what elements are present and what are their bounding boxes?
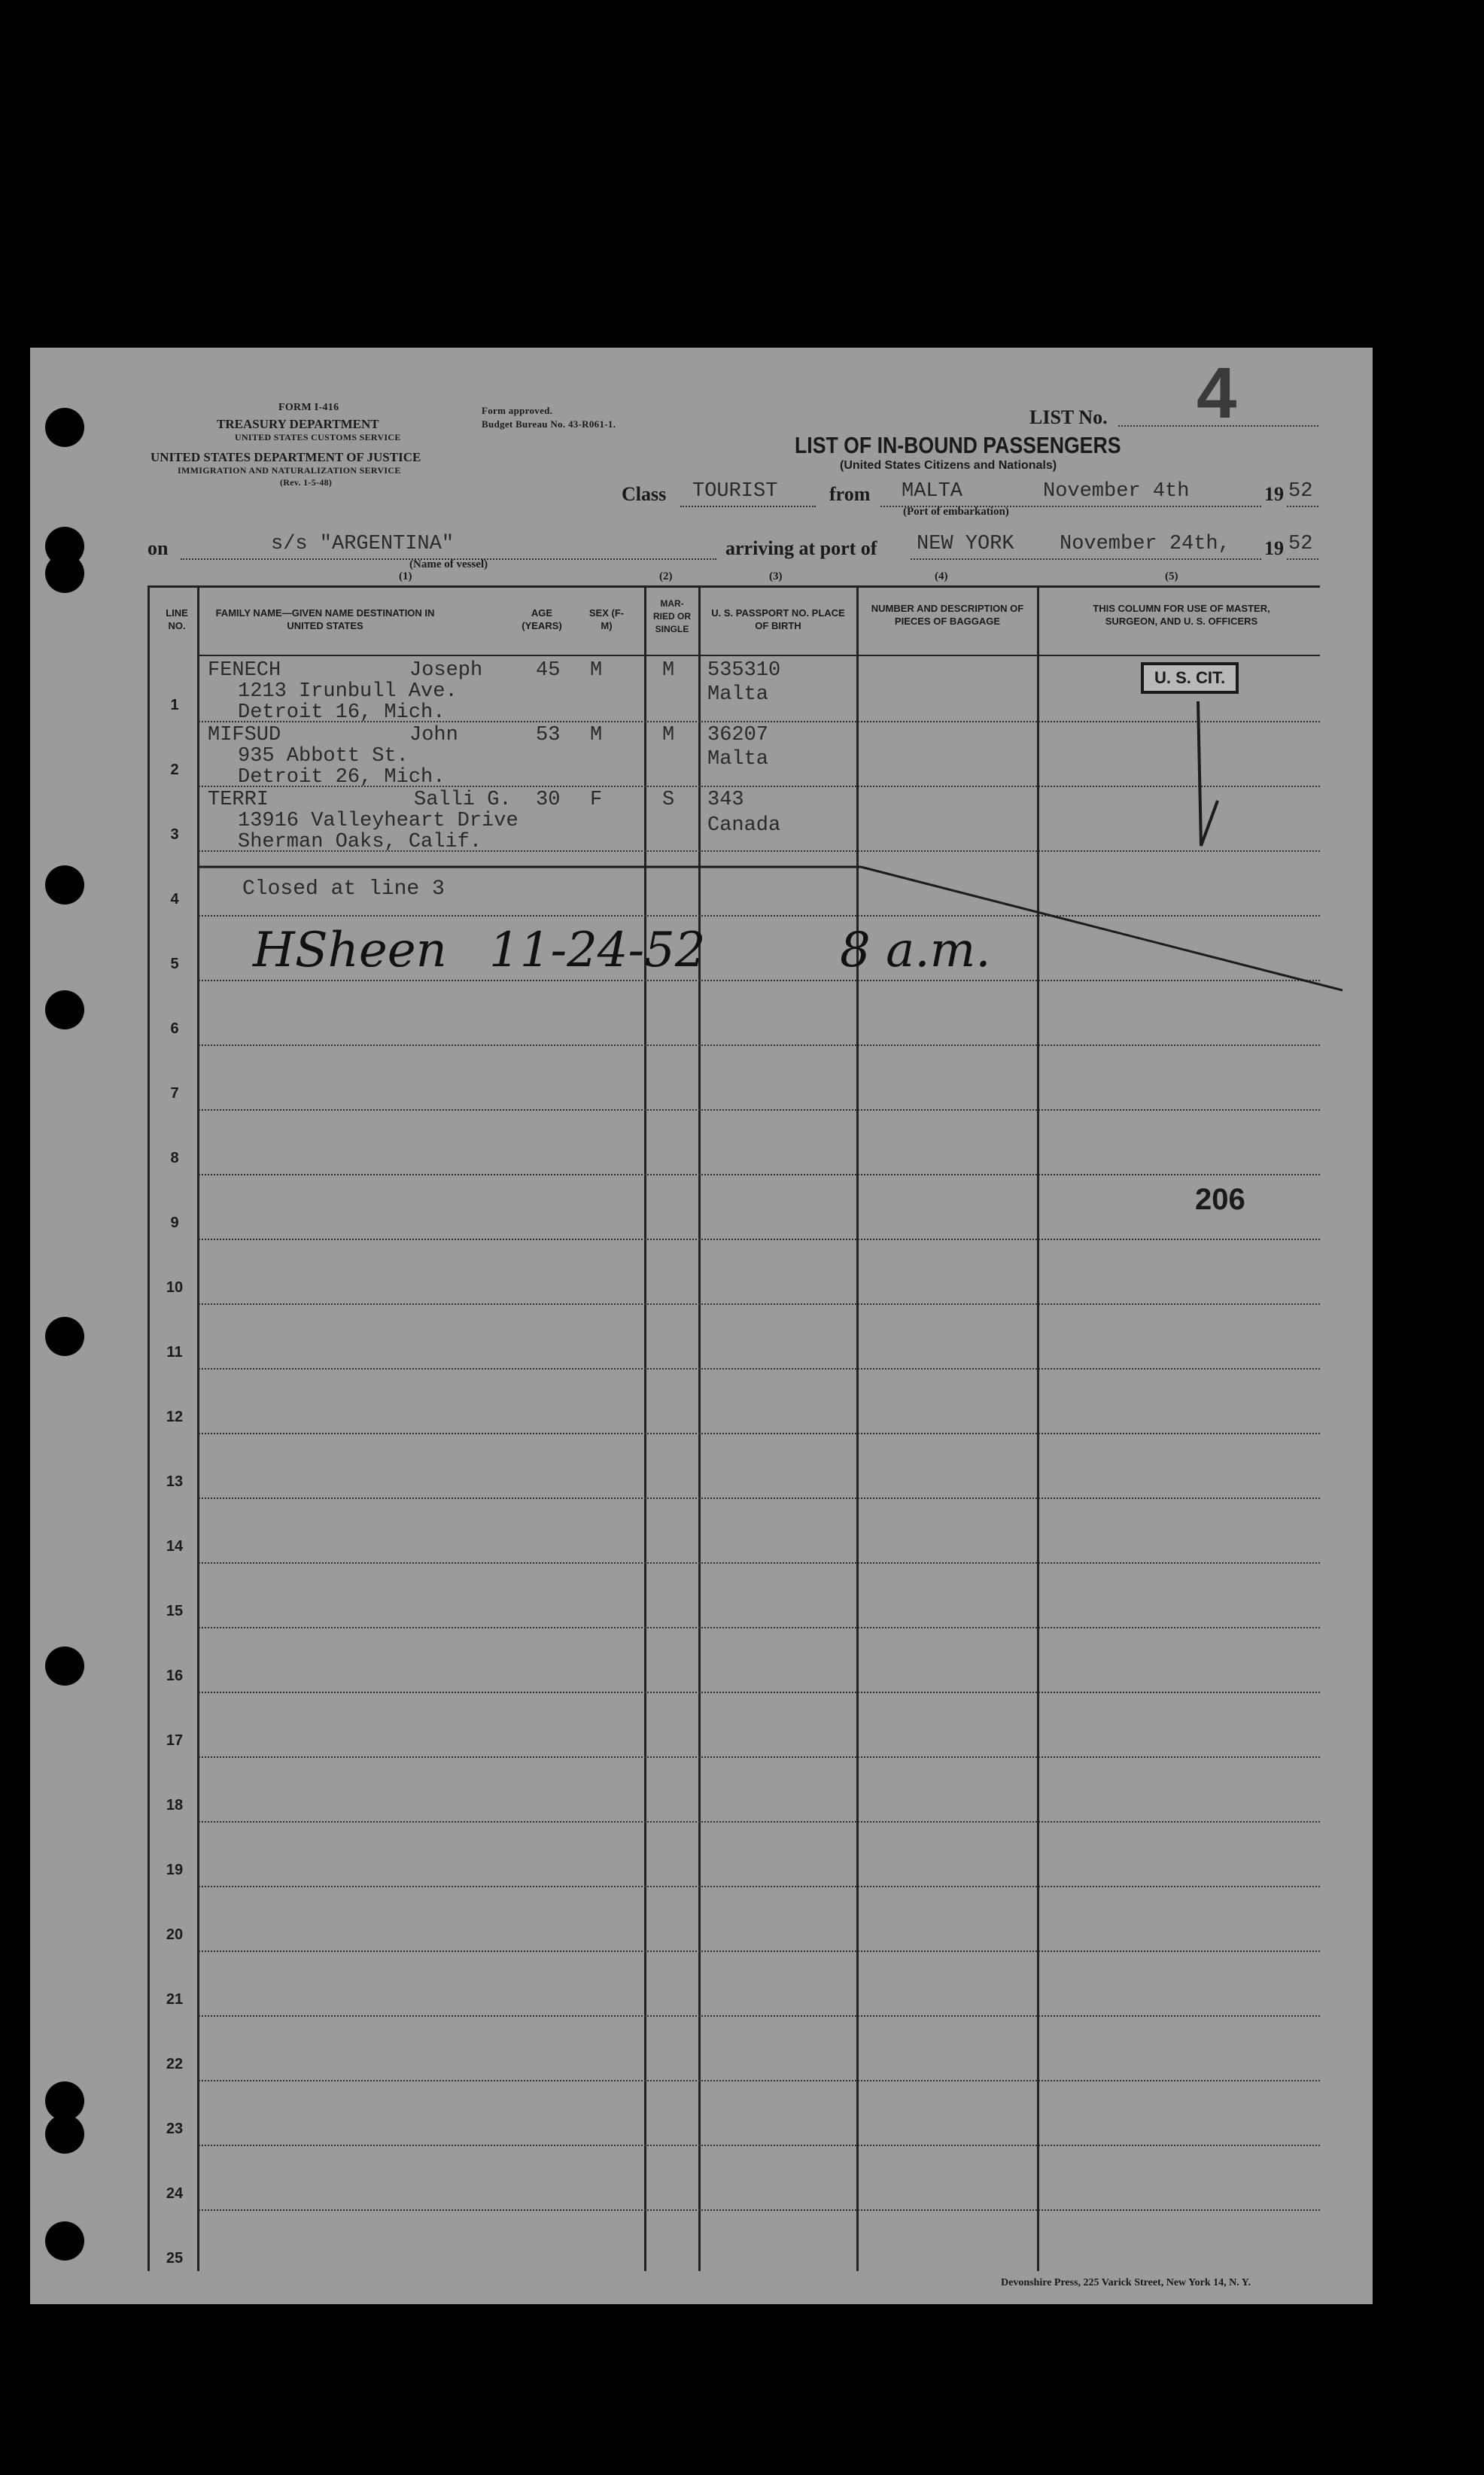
col-divider-married (644, 585, 646, 2271)
col-divider-line (197, 585, 199, 2271)
address-line-1: 935 Abbott St. (238, 745, 409, 768)
us-cit-stamp: U. S. CIT. (1141, 662, 1239, 694)
stamp-check-mark (1174, 695, 1227, 853)
row-divider (199, 1044, 1320, 1046)
row-divider (199, 1627, 1320, 1628)
line-number: 9 (170, 1215, 179, 1231)
row-divider (199, 1433, 1320, 1434)
address-line-2: Detroit 26, Mich. (238, 766, 446, 789)
row-divider (199, 1368, 1320, 1370)
embark-year-prefix: 19 (1264, 483, 1284, 505)
place-of-birth: Malta (707, 748, 769, 771)
vessel-caption: (Name of vessel) (409, 558, 488, 570)
signature-time: 8 a.m. (840, 923, 991, 978)
embark-date: November 4th (1043, 480, 1190, 503)
line-number: 21 (166, 1991, 184, 2008)
marital-status: S (662, 789, 675, 811)
line-number: 15 (166, 1603, 184, 1619)
col-divider-baggage (856, 585, 859, 2271)
form-number: FORM I-416 (278, 402, 339, 413)
col-header-officers: THIS COLUMN FOR USE OF MASTER, SURGEON, AND U. S. OFFICERS (1093, 603, 1270, 627)
closed-note: Closed at line 3 (242, 877, 445, 901)
list-number: 4 (1197, 353, 1237, 433)
place-of-birth: Malta (707, 683, 769, 706)
arrival-year-prefix: 19 (1264, 537, 1284, 559)
row-divider (199, 1497, 1320, 1499)
line-number: 2 (170, 762, 179, 778)
row-divider (199, 1821, 1320, 1823)
col-num-2: (2) (659, 570, 673, 582)
line-number: 17 (166, 1732, 184, 1749)
line-number: 12 (166, 1409, 184, 1425)
given-name: John (409, 724, 458, 746)
manifest-sheet (30, 348, 1373, 2304)
row-divider (199, 1303, 1320, 1305)
binder-hole (45, 2115, 84, 2154)
line-number: 11 (166, 1344, 183, 1361)
embark-port: MALTA (902, 480, 963, 503)
binder-hole (45, 554, 84, 593)
line-number: 5 (170, 956, 179, 972)
signature-date: 11-24-52 (489, 923, 706, 978)
line-number: 3 (170, 826, 179, 843)
line-number: 8 (170, 1150, 179, 1166)
marital-status: M (662, 659, 675, 682)
col-header-name: FAMILY NAME—GIVEN NAME DESTINATION IN UNITED STATES (215, 607, 435, 631)
page-subtitle: (United States Citizens and Nationals) (840, 459, 1057, 472)
col-header-sex: SEX (F-M) (588, 607, 625, 631)
arriving-label: arriving at port of (725, 537, 877, 559)
col-divider-passport (698, 585, 701, 2271)
class-label: Class (622, 483, 667, 505)
table-header-border (199, 655, 1320, 656)
line-number: 25 (166, 2250, 184, 2267)
line-number: 20 (166, 1926, 184, 1943)
marital-status: M (662, 724, 675, 746)
col-header-age: AGE (YEARS) (522, 607, 562, 631)
line-number: 19 (166, 1862, 184, 1878)
row-divider (199, 1562, 1320, 1564)
col-num-3: (3) (769, 570, 783, 582)
family-name: FENECH (208, 659, 281, 682)
row-divider (199, 1756, 1320, 1758)
approved-note: Form approved. (482, 405, 553, 416)
age: 45 (536, 659, 561, 682)
address-line-1: 13916 Valleyheart Drive (238, 810, 518, 832)
arrival-date: November 24th, (1060, 533, 1230, 555)
passport-number: 343 (707, 789, 744, 811)
line-number: 16 (166, 1668, 184, 1684)
list-label: LIST No. (1029, 406, 1108, 428)
col-header-line: LINE NO. (166, 607, 188, 631)
family-name: TERRI (208, 789, 269, 811)
table-top-border (147, 585, 1320, 588)
passport-number: 535310 (707, 659, 781, 682)
table-left-border (147, 585, 150, 2271)
binder-hole (45, 408, 84, 447)
budget-note: Budget Bureau No. 43-R061-1. (482, 418, 616, 430)
page-title: LIST OF IN-BOUND PASSENGERS (795, 432, 1121, 458)
row-divider (199, 2145, 1320, 2146)
row-divider (199, 1886, 1320, 1887)
binder-hole (45, 2221, 84, 2261)
line-number: 24 (166, 2185, 184, 2202)
from-label: from (829, 483, 871, 505)
row-divider (199, 1174, 1320, 1175)
justice-dept: UNITED STATES DEPARTMENT OF JUSTICE (151, 450, 421, 464)
binder-hole (45, 865, 84, 905)
class-value: TOURIST (692, 480, 778, 503)
given-name: Salli G. (414, 789, 512, 811)
row-divider (199, 1692, 1320, 1693)
col-header-married: MAR- RIED OR SINGLE (652, 598, 691, 634)
arrival-year: 52 (1288, 533, 1313, 555)
line-number: 23 (166, 2121, 184, 2137)
age: 53 (536, 724, 561, 746)
embark-year-dash (1287, 506, 1318, 507)
address-line-1: 1213 Irunbull Ave. (238, 680, 458, 703)
arrival-year-dash (1287, 558, 1318, 560)
count-number: 206 (1195, 1183, 1245, 1216)
sex: M (590, 724, 603, 746)
address-line-2: Detroit 16, Mich. (238, 701, 446, 724)
col-header-passport: U. S. PASSPORT NO. PLACE OF BIRTH (711, 607, 845, 631)
row-divider (199, 2209, 1320, 2211)
binder-hole (45, 1317, 84, 1356)
sex: M (590, 659, 603, 682)
family-name: MIFSUD (208, 724, 281, 746)
address-line-2: Sherman Oaks, Calif. (238, 831, 482, 853)
place-of-birth: Canada (707, 814, 781, 837)
binder-hole (45, 990, 84, 1029)
line-number: 18 (166, 1797, 184, 1814)
col-divider-officers (1037, 585, 1039, 2271)
inspector-signature: HSheen (253, 923, 447, 978)
line-number: 7 (170, 1085, 179, 1102)
row-divider (199, 2015, 1320, 2017)
line-number: 4 (170, 891, 179, 908)
row-divider (199, 1951, 1320, 1952)
arrival-dash (911, 558, 1261, 560)
col-num-5: (5) (1165, 570, 1178, 582)
ins-line: IMMIGRATION AND NATURALIZATION SERVICE (178, 465, 401, 476)
line-number: 14 (166, 1538, 184, 1555)
on-label: on (147, 537, 169, 559)
row-divider (199, 1109, 1320, 1111)
line-number: 1 (170, 697, 179, 713)
col-header-baggage: NUMBER AND DESCRIPTION OF PIECES OF BAGGAGE (871, 603, 1024, 627)
embark-caption: (Port of embarkation) (903, 506, 1009, 518)
line-number: 6 (170, 1020, 179, 1037)
printer-imprint: Devonshire Press, 225 Varick Street, New York 14, N. Y. (1001, 2277, 1251, 2288)
line-number: 13 (166, 1473, 184, 1490)
given-name: Joseph (409, 659, 483, 682)
sex: F (590, 789, 603, 811)
revision: (Rev. 1-5-48) (280, 477, 333, 488)
passport-number: 36207 (707, 724, 769, 746)
embark-year: 52 (1288, 480, 1313, 503)
arrival-port: NEW YORK (917, 533, 1014, 555)
line-number: 10 (166, 1279, 184, 1296)
customs-service: UNITED STATES CUSTOMS SERVICE (235, 432, 401, 442)
line-number: 22 (166, 2056, 184, 2072)
binder-hole (45, 1646, 84, 1686)
class-dash (680, 506, 816, 507)
vessel-name: s/s "ARGENTINA" (271, 533, 455, 555)
col-num-1: (1) (399, 570, 412, 582)
col-num-4: (4) (935, 570, 948, 582)
age: 30 (536, 789, 561, 811)
treasury-dept: TREASURY DEPARTMENT (217, 417, 379, 431)
row-divider (199, 2080, 1320, 2081)
row-divider (199, 1239, 1320, 1240)
